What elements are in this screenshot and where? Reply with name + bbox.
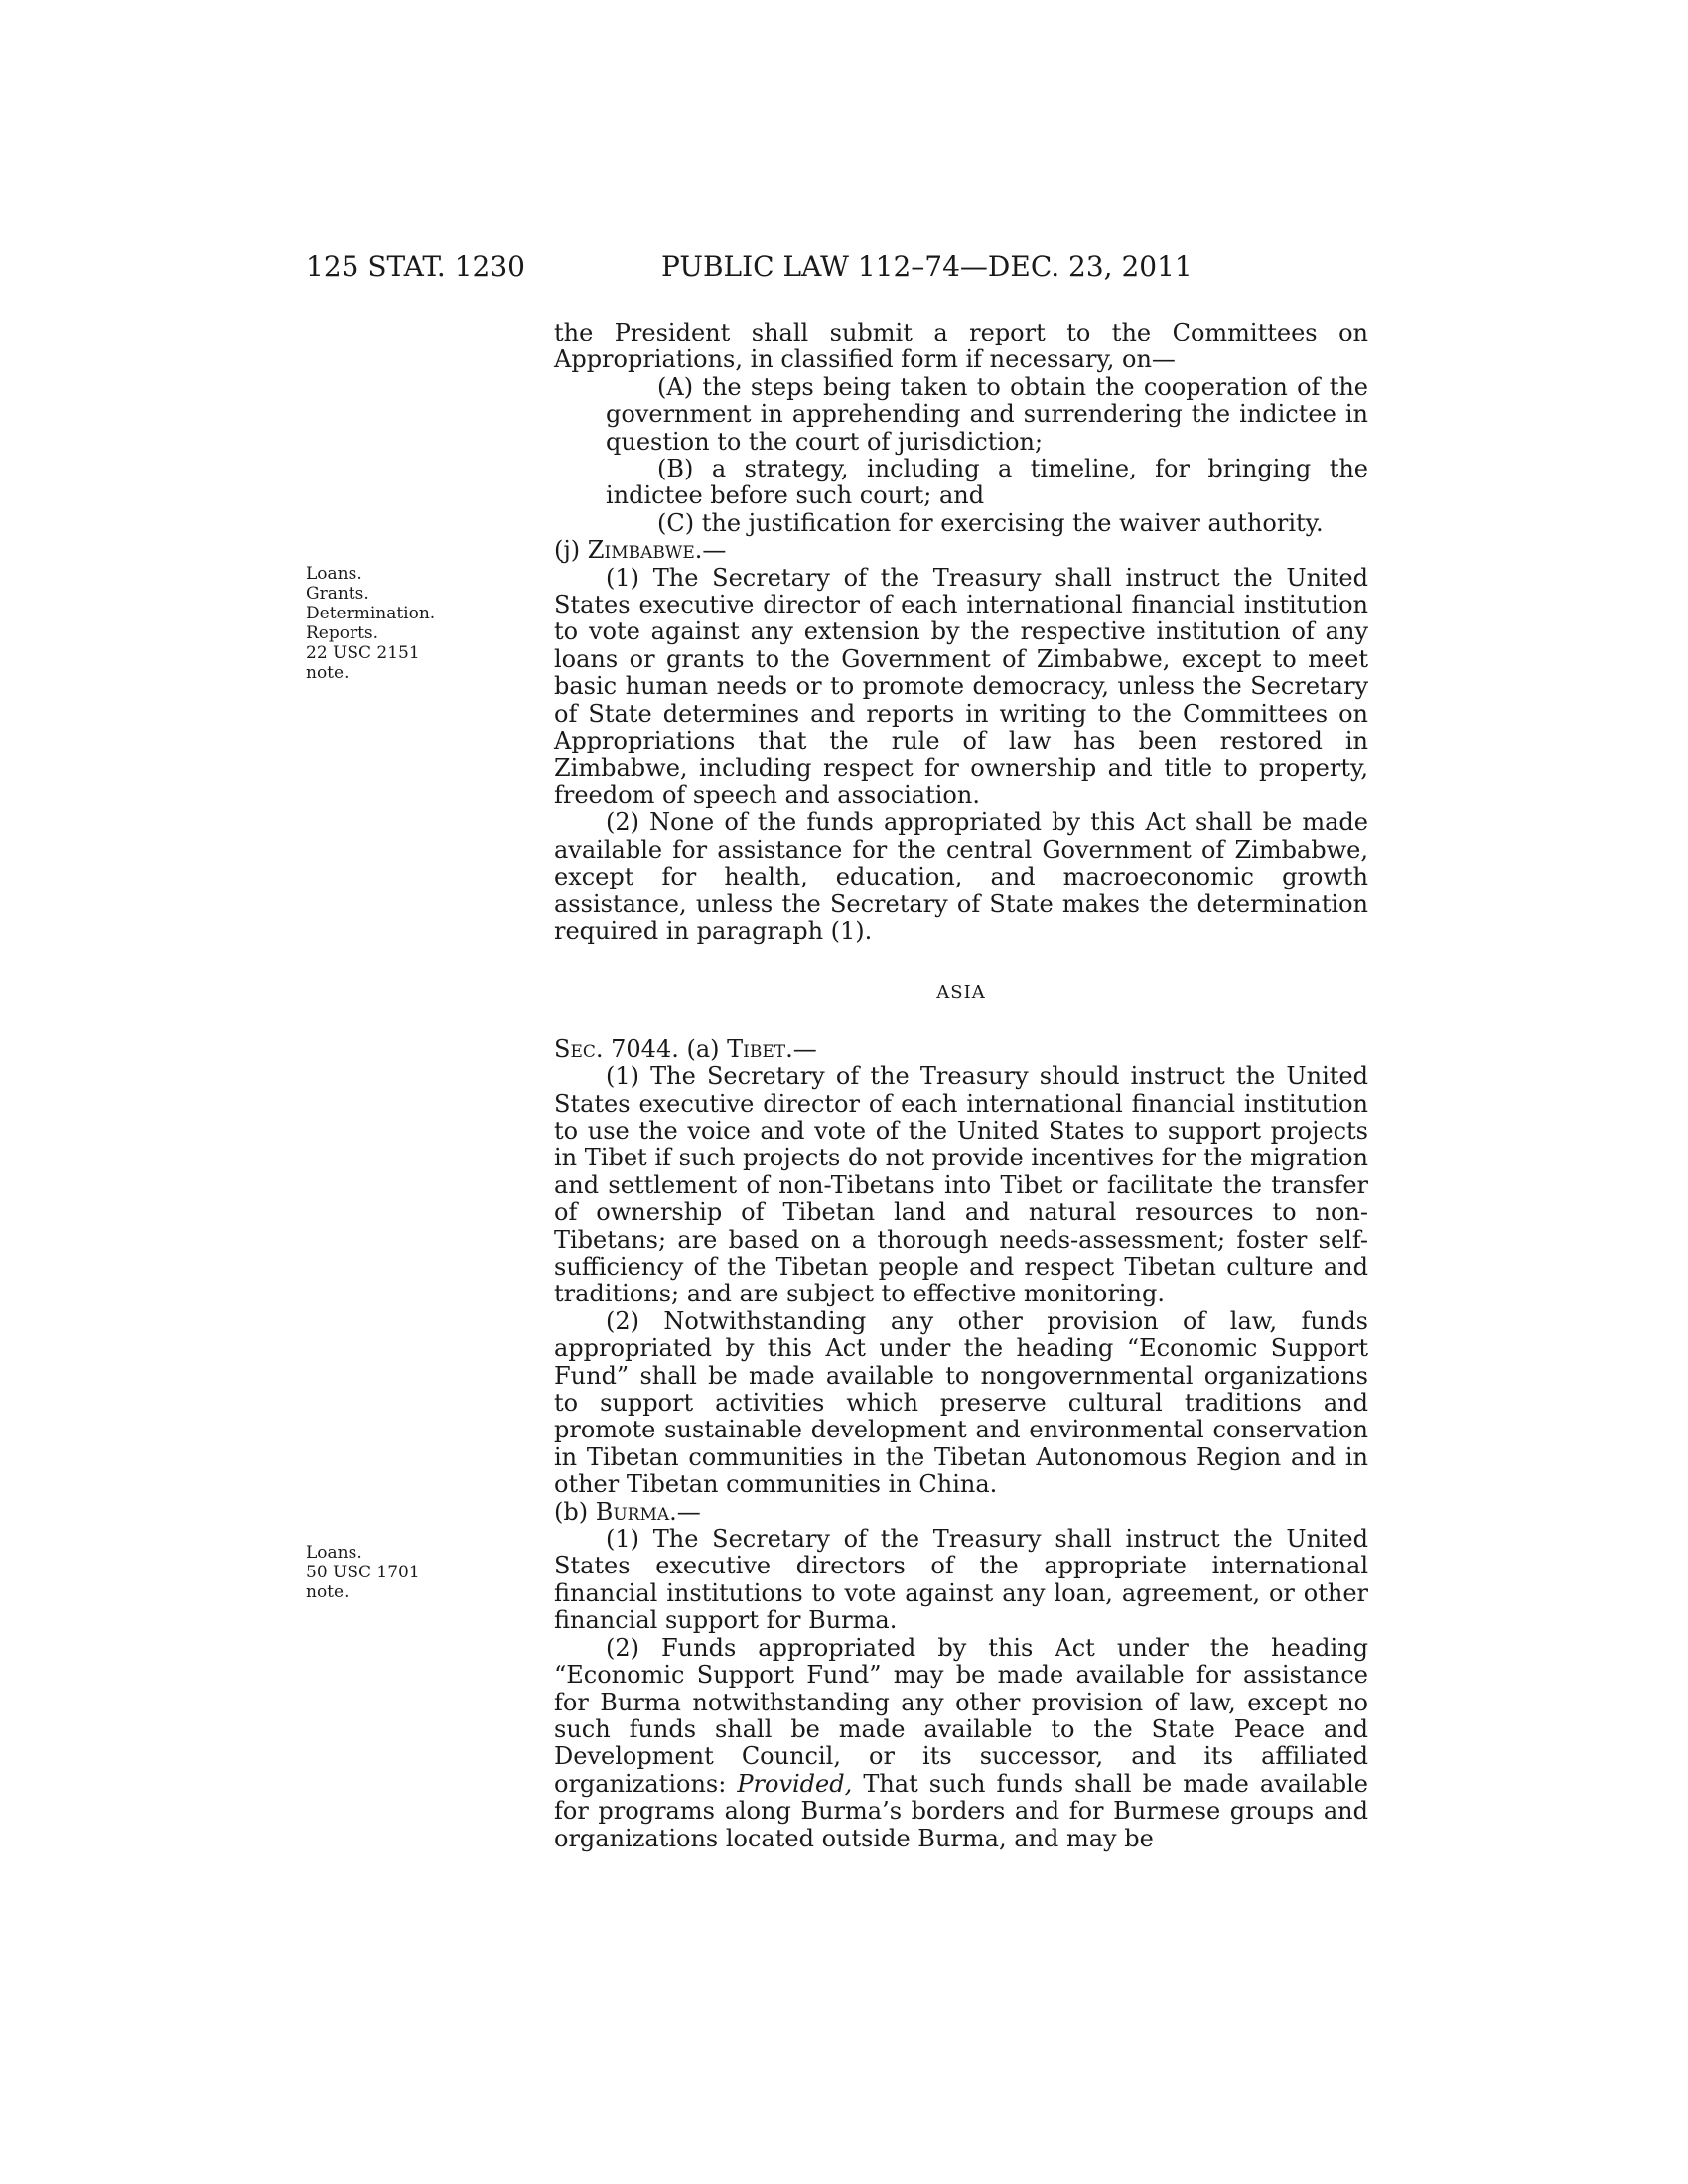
section-7044-heading <box>554 1036 1368 1063</box>
paragraph-A: (A) the steps being taken to obtain the cooperation of the government in apprehending and surrendering the indictee in question to the court of jurisdiction; <box>606 372 1368 456</box>
burma-2-text-cont: That such funds shall be made available for programs along Burma’s borders and for Burmese groups and organizations located outside Burma, and may be <box>554 1769 1368 1852</box>
paragraph-B: (B) a strategy, including a timeline, for bringing the indictee before such court; and <box>606 455 1368 510</box>
section-heading-asia: ASIA <box>936 982 986 1004</box>
margin-note-line: Reports. <box>306 623 379 643</box>
statute-page-number: 125 STAT. 1230 <box>306 250 525 283</box>
paragraph-C: (C) the justification for exercising the waiver authority. <box>657 508 1324 537</box>
subsection-title: Burma.— <box>595 1497 701 1526</box>
margin-note-line: Loans. <box>306 1543 362 1563</box>
subsection-title: Tibet.— <box>727 1034 817 1063</box>
margin-note-zimbabwe <box>306 564 465 683</box>
margin-note-line: Determination. <box>306 604 436 623</box>
paragraph-burma-2 <box>554 1635 1368 1852</box>
paragraph-tibet-2: (2) Notwithstanding any other provision of law, funds appropriated by this Act under the heading “Economic Support Fund” shall be made available to nongovernmental organizations to support activities which preserve cultural traditions and promote sustainable development and environmental conservation in Tibetan communities in the Tibetan Autonomous Region and in other Tibetan communities in China. <box>554 1306 1368 1499</box>
paragraph-burma-1: (1) The Secretary of the Treasury shall instruct the United States executive directors of the appropriate international financial institutions to vote against any loan, agreement, or other financial support for Burma. <box>554 1525 1368 1635</box>
subsection-label: (b) <box>554 1497 596 1526</box>
body-text <box>554 320 1368 1852</box>
subsection-burma-heading <box>554 1499 1368 1526</box>
margin-note-line: 22 USC 2151 <box>306 643 420 663</box>
paragraph-report-intro: the President shall submit a report to the Committees on Appropriations, in classified form if necessary, on— <box>554 319 1368 374</box>
subsection-title: Zimbabwe.— <box>587 536 727 565</box>
running-header <box>0 250 1688 290</box>
public-law-title: PUBLIC LAW 112–74—DEC. 23, 2011 <box>661 250 1193 283</box>
provided-italic: Provided, <box>737 1769 853 1798</box>
margin-note-line: 50 USC 1701 <box>306 1563 420 1582</box>
subsection-label: (j) <box>554 536 588 565</box>
paragraph-zimbabwe-2: (2) None of the funds appropriated by this Act shall be made available for assistance for the central Government of Zimbabwe, except for health, education, and macroeconomic growth assistance, unless the Secretary of State makes the determination required in paragraph (1). <box>554 808 1368 945</box>
section-number: 7044. (a) <box>603 1034 728 1063</box>
burma-2-text: (2) Funds appropriated by this Act under the heading “Economic Support Fund” may be made available for assistance for Burma notwithstanding any other provision of law, except no such funds shall be made available to the State Peace and Development Council, or its successor, and its affiliated organizations: <box>554 1633 1368 1798</box>
margin-note-burma <box>306 1543 465 1602</box>
margin-note-line: note. <box>306 663 350 683</box>
paragraph-zimbabwe-1: (1) The Secretary of the Treasury shall instruct the United States executive director of each international financial institution to vote against any extension by the respective institution of any loans or grants to the Government of Zimbabwe, except to meet basic human needs or to promote democracy, unless the Secretary of State determines and reports in writing to the Committees on Appropriations that the rule of law has been restored in Zimbabwe, including respect for ownership and title to property, freedom of speech and association. <box>554 563 1368 809</box>
paragraph-tibet-1: (1) The Secretary of the Treasury should instruct the United States executive director of each international financial institution to use the voice and vote of the United States to support projects in Tibet if such projects do not provide incentives for the migration and settlement of non-Tibetans into Tibet or facilitate the transfer of ownership of Tibetan land and natural resources to non-Tibetans; are based on a thorough needs-assessment; foster self-sufficiency of the Tibetan people and respect Tibetan culture and traditions; and are subject to effective monitoring. <box>554 1062 1368 1308</box>
margin-note-line: Grants. <box>306 584 369 604</box>
margin-note-line: Loans. <box>306 564 362 584</box>
section-label: Sec. <box>554 1034 604 1063</box>
margin-note-line: note. <box>306 1582 350 1602</box>
subsection-zimbabwe-heading <box>554 537 1368 564</box>
